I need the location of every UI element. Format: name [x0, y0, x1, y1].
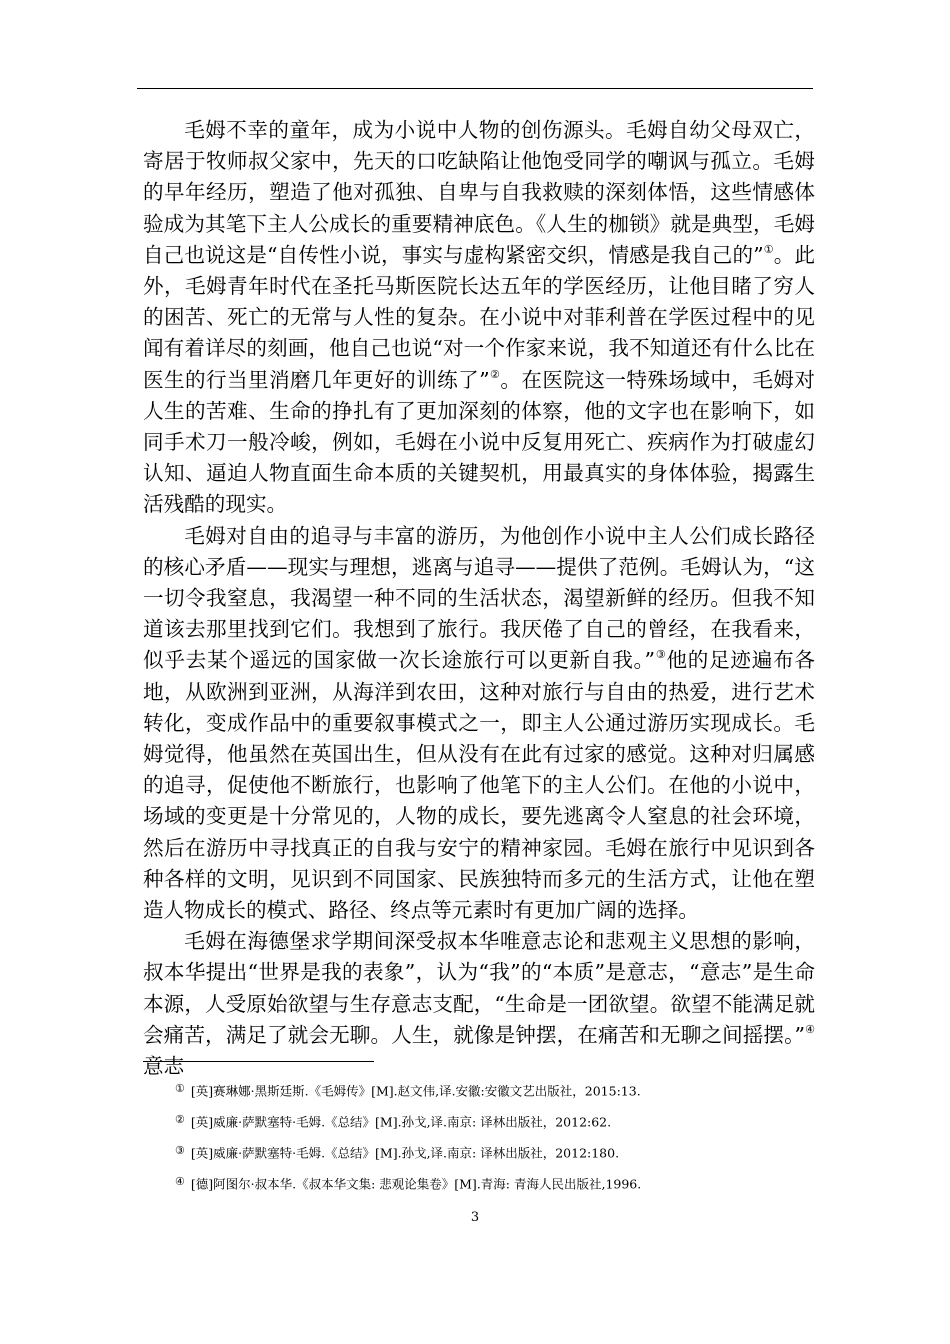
- footnote-text: [德]阿图尔·叔本华.《叔本华文集: 悲观论集卷》[M].青海: 青海人民出版社,1996.: [190, 1176, 642, 1192]
- paragraph-childhood: [143, 115, 815, 521]
- page-number: 3: [470, 1210, 480, 1225]
- footnote-3: [175, 1140, 795, 1164]
- footnote-text: [英]威廉·萨默塞特·毛姆.《总结》[M].孙戈,译.南京: 译林出版社，2012:62.: [190, 1114, 612, 1130]
- header-rule: [137, 88, 813, 89]
- paragraph-schopenhauer: [143, 926, 815, 1082]
- footnote-text: [英]威廉·萨默塞特·毛姆.《总结》[M].孙戈,译.南京: 译林出版社，2012:180.: [190, 1145, 620, 1161]
- footnote-2: [175, 1109, 795, 1133]
- paragraph-text: 毛姆对自由的追寻与丰富的游历，为他创作小说中主人公们成长路径的核心矛盾——现实与理想，逃离与追寻——提供了范例。毛姆认为，“这一切令我窒息，我渴望一种不同的生活状态，渴望新鲜的经历。但我不知道该去那里找到它们。我想到了旅行。我厌倦了自己的曾经，在我看来，似乎去某个遥远的国家做一次长途旅行可以更新自我。”: [143, 523, 815, 673]
- paragraph-text: 。在医院这一特殊场域中，毛姆对人生的苦难、生命的挣扎有了更加深刻的体察，他的文字也在影响下，如同手术刀一般冷峻，例如，毛姆在小说中反复用死亡、疾病作为打破虚幻认知、逼迫人物直面生命本质的关键契机，用最真实的身体体验，揭露生活残酷的现实。: [143, 367, 815, 517]
- footnote-ref-3[interactable]: ③: [655, 648, 667, 662]
- footnote-ref-4[interactable]: ④: [805, 1023, 815, 1037]
- footnotes: [175, 1078, 795, 1202]
- paragraph-text: 他的足迹遍布各地，从欧洲到亚洲，从海洋到农田，这种对旅行与自由的热爱，进行艺术转化，变成作品中的重要叙事模式之一，即主人公通过游历实现成长。毛姆觉得，他虽然在英国出生，但从没有在此有过家的感觉。这种对归属感的追寻，促使他不断旅行，也影响了他笔下的主人公们。在他的小说中，场域的变更是十分常见的，人物的成长，要先逃离令人窒息的社会环境，然后在游历中寻找真正的自我与安宁的精神家园。毛姆在旅行中见识到各种各样的文明，见识到不同国家、民族独特而多元的生活方式，让他在塑造人物成长的模式、路径、终点等元素时有更加广阔的选择。: [143, 648, 815, 923]
- footnote-ref-2[interactable]: ②: [489, 367, 501, 381]
- footnote-mark: ③: [175, 1144, 185, 1158]
- paragraph-text: 毛姆在海德堡求学期间深受叔本华唯意志论和悲观主义思想的影响，叔本华提出“世界是我的表象”，认为“我”的“本质”是意志，“意志”是生命本源，人受原始欲望与生存意志支配，“生命是一团欲望。欲望不能满足就会痛苦，满足了就会无聊。人生，就像是钟摆，在痛苦和无聊之间摇摆。”: [143, 929, 815, 1047]
- footnote-mark: ①: [175, 1082, 185, 1095]
- paragraph-travel: [143, 521, 815, 927]
- footnote-mark: ②: [175, 1113, 185, 1127]
- footnote-mark: ④: [175, 1175, 185, 1189]
- footnote-ref-1[interactable]: ①: [763, 243, 774, 257]
- paragraph-text: 意志: [143, 1054, 185, 1079]
- footnote-4: [175, 1171, 795, 1195]
- body-text: [143, 115, 815, 1082]
- footnote-1: [175, 1078, 795, 1102]
- paragraph-text: 毛姆不幸的童年，成为小说中人物的创伤源头。毛姆自幼父母双亡，寄居于牧师叔父家中，先天的口吃缺陷让他饱受同学的嘲讽与孤立。毛姆的早年经历，塑造了他对孤独、自卑与自我救赎的深刻体悟，这些情感体验成为其笔下主人公成长的重要精神底色。《人生的枷锁》就是典型，毛姆自己也说这是“自传性小说，事实与虚构紧密交织，情感是我自己的”: [143, 118, 815, 267]
- footnote-rule: [143, 1061, 374, 1062]
- footnote-text: [英]赛琳娜·黑斯廷斯.《毛姆传》[M].赵文伟,译.安徽:安徽文艺出版社，2015:13.: [190, 1083, 641, 1099]
- paragraph-text: 。此外，毛姆青年时代在圣托马斯医院长达五年的学医经历，让他目睹了穷人的困苦、死亡的无常与人性的复杂。在小说中对菲利普在学医过程中的见闻有着详尽的刻画，他自己也说“对一个作家来说，我不知道还有什么比在医生的行当里消磨几年更好的训练了”: [143, 242, 815, 392]
